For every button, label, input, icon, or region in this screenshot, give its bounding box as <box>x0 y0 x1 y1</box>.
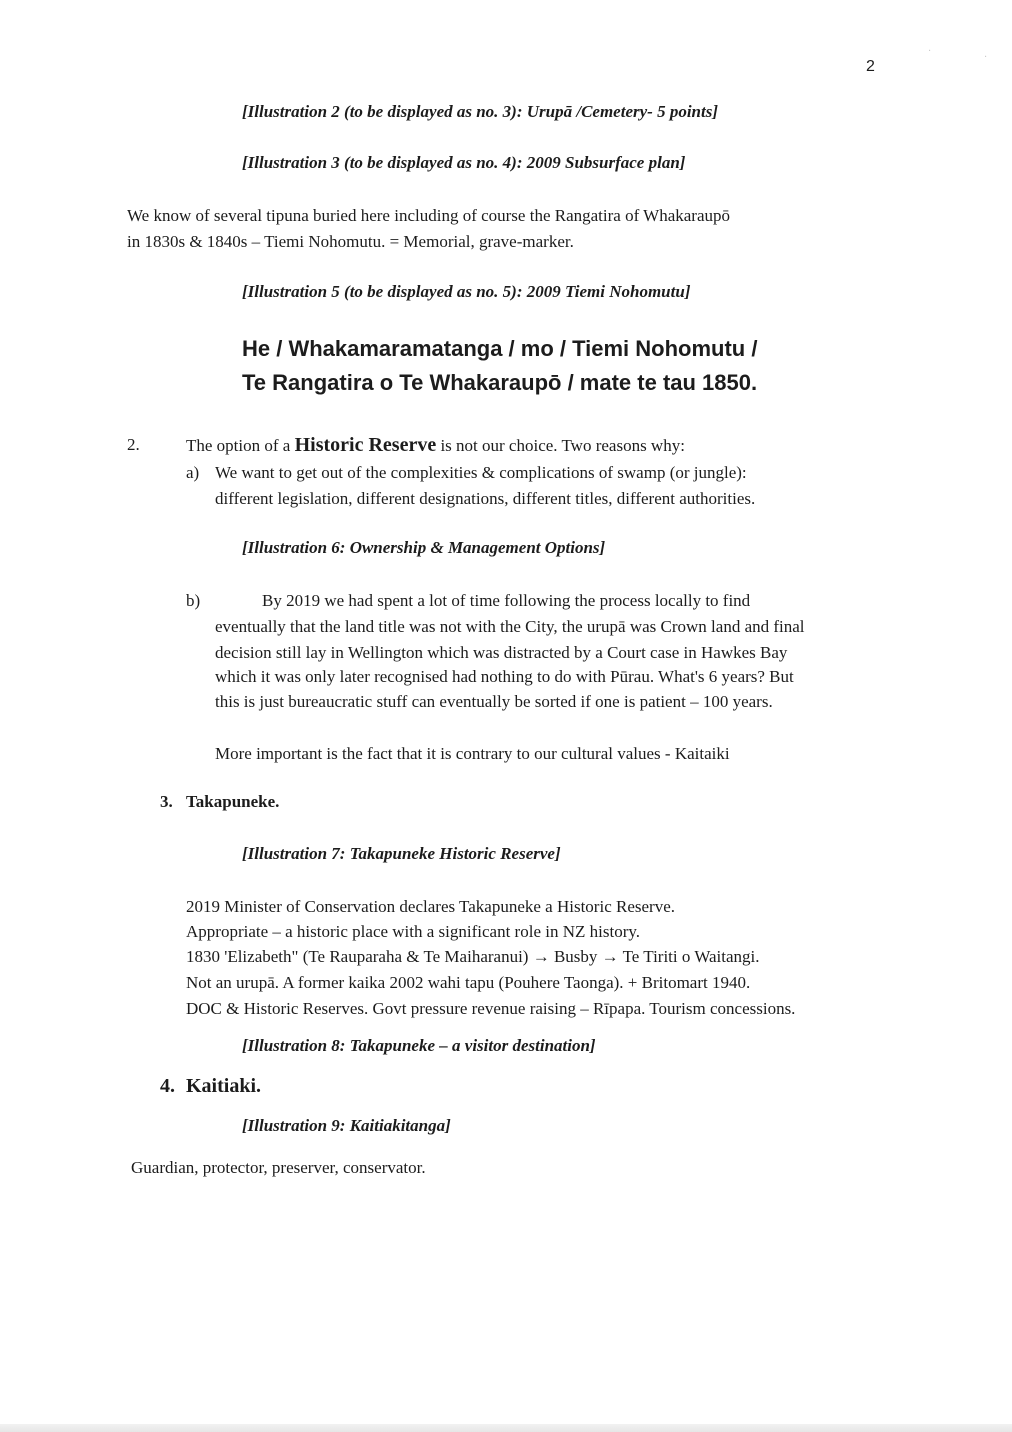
section-3-number: 3. <box>160 792 173 811</box>
item-a-label: a) <box>186 463 200 482</box>
scan-speck: · <box>984 52 988 63</box>
illustration-5-caption: [Illustration 5 (to be displayed as no. 5): 2009 Tiemi Nohomutu] <box>242 282 691 301</box>
memorial-heading-line-2: Te Rangatira o Te Whakaraupō / mate te tau 1850. <box>242 370 758 395</box>
section-2-intro <box>186 432 685 459</box>
item-a-line-1: We want to get out of the complexities & complications of swamp (or jungle): <box>215 463 747 482</box>
item-b-line-1: By 2019 we had spent a lot of time following the process locally to find <box>262 591 751 610</box>
item-a-line-2: different legislation, different designations, different titles, different authorities. <box>215 489 756 508</box>
section-2-number: 2. <box>127 435 140 454</box>
intro-paragraph-line-2: in 1830s & 1840s – Tiemi Nohomutu. = Memorial, grave-marker. <box>127 232 574 251</box>
illustration-7-caption: [Illustration 7: Takapuneke Historic Reserve] <box>242 844 561 863</box>
scan-speck: · <box>928 46 932 57</box>
section-3-line-3: 1830 'Elizabeth" (Te Rauparaha & Te Maiharanui) → Busby → Te Tiriti o Waitangi. <box>186 947 760 966</box>
item-b-line-5: this is just bureaucratic stuff can eventually be sorted if one is patient – 100 years. <box>215 692 773 711</box>
section-2-intro-before: The option of a <box>186 436 295 455</box>
illustration-3-caption: [Illustration 3 (to be displayed as no. 4): 2009 Subsurface plan] <box>242 153 686 172</box>
section-2-conclusion: More important is the fact that it is contrary to our cultural values - Kaitaiki <box>215 744 730 763</box>
section-3-line-4: Not an urupā. A former kaika 2002 wahi tapu (Pouhere Taonga). + Britomart 1940. <box>186 973 751 992</box>
section-2-intro-after: is not our choice. Two reasons why: <box>436 436 685 455</box>
item-b-line-4: which it was only later recognised had nothing to do with Pūrau. What's 6 years? But <box>215 667 794 686</box>
section-3-line-2: Appropriate – a historic place with a significant role in NZ history. <box>186 922 640 941</box>
historic-reserve-term: Historic Reserve <box>294 434 437 456</box>
intro-paragraph-line-1: We know of several tipuna buried here including of course the Rangatira of Whakaraupō <box>127 206 731 225</box>
section-3-title: Takapuneke. <box>186 792 280 811</box>
section-3-line-1: 2019 Minister of Conservation declares Takapuneke a Historic Reserve. <box>186 897 675 916</box>
section-3-line-5: DOC & Historic Reserves. Govt pressure revenue raising – Rīpapa. Tourism concessions. <box>186 999 796 1018</box>
item-b-label: b) <box>186 591 201 610</box>
illustration-6-caption: [Illustration 6: Ownership & Management Options] <box>242 538 606 557</box>
scan-bottom-edge <box>0 1424 1012 1432</box>
illustration-9-caption: [Illustration 9: Kaitiakitanga] <box>242 1116 451 1135</box>
illustration-8-caption: [Illustration 8: Takapuneke – a visitor destination] <box>242 1036 596 1055</box>
section-4-title: Kaitiaki. <box>186 1075 262 1097</box>
page-number: 2 <box>866 58 875 75</box>
item-b-line-3: decision still lay in Wellington which was distracted by a Court case in Hawkes Bay <box>215 643 788 662</box>
memorial-heading-line-1: He / Whakamaramatanga / mo / Tiemi Nohomutu / <box>242 336 758 361</box>
section-4-number: 4. <box>160 1075 175 1097</box>
illustration-2-caption: [Illustration 2 (to be displayed as no. 3): Urupā /Cemetery- 5 points] <box>242 102 718 121</box>
item-b-line-2: eventually that the land title was not with the City, the urupā was Crown land and final <box>215 617 805 636</box>
kaitiaki-definition: Guardian, protector, preserver, conservator. <box>131 1158 426 1177</box>
